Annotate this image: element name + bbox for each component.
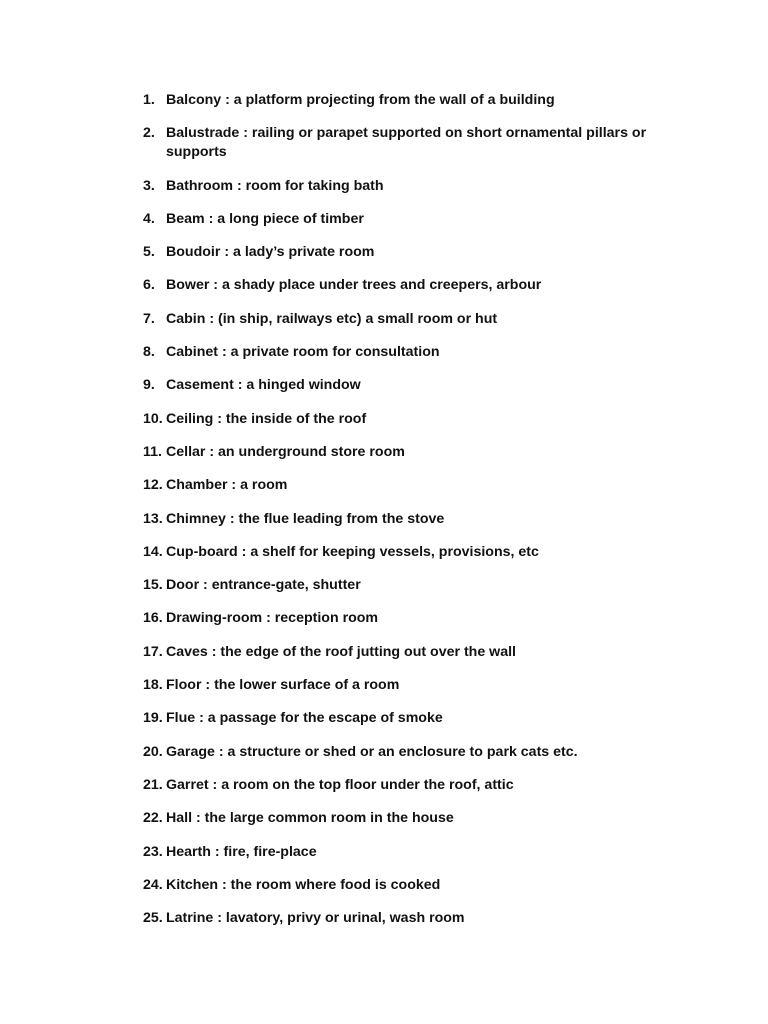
item-text: Casement : a hinged window: [166, 377, 361, 394]
item-number: 20.: [143, 743, 163, 760]
item-text: Garage : a structure or shed or an enclosure to park cats etc.: [166, 743, 578, 760]
item-text: Cup-board : a shelf for keeping vessels, provisions, etc: [166, 543, 539, 560]
list-item: [143, 410, 683, 429]
item-number: 19.: [143, 710, 163, 727]
item-number: 15.: [143, 577, 163, 594]
item-text: Kitchen : the room where food is cooked: [166, 876, 441, 893]
item-text: Cellar : an underground store room: [166, 443, 405, 460]
list-item: [143, 543, 683, 562]
list-item: [143, 676, 683, 695]
item-number: 24.: [143, 876, 163, 893]
item-number: 9.: [143, 377, 155, 394]
item-text: Cabin : (in ship, railways etc) a small room or hut: [166, 310, 498, 327]
list-item: [143, 210, 683, 229]
item-text: Ceiling : the inside of the roof: [166, 410, 367, 427]
list-item: [143, 709, 683, 728]
list-item: [143, 809, 683, 828]
list-item: [143, 776, 683, 795]
list-item: [143, 443, 683, 462]
item-number: 6.: [143, 277, 155, 294]
list-item: [143, 310, 683, 329]
item-text: Bathroom : room for taking bath: [166, 177, 384, 194]
item-number: 23.: [143, 843, 163, 860]
item-number: 2.: [143, 125, 155, 142]
item-number: 18.: [143, 677, 163, 694]
item-number: 10.: [143, 410, 163, 427]
item-number: 3.: [143, 177, 155, 194]
list-item: [143, 643, 683, 662]
item-number: 12.: [143, 477, 163, 494]
item-number: 4.: [143, 210, 155, 227]
list-item: [143, 124, 683, 162]
item-text: Cabinet : a private room for consultation: [166, 344, 440, 361]
item-text: Flue : a passage for the escape of smoke: [166, 710, 443, 727]
list-item: [143, 177, 683, 196]
list-item: [143, 876, 683, 895]
vocabulary-list: [143, 91, 683, 942]
list-item: [143, 343, 683, 362]
list-item: [143, 476, 683, 495]
item-text: Balustrade : railing or parapet supported on short ornamental pillars or supports: [166, 125, 647, 161]
list-item: [143, 909, 683, 928]
item-text: Drawing-room : reception room: [166, 610, 379, 627]
item-text: Chimney : the flue leading from the stove: [166, 510, 445, 527]
item-text: Boudoir : a lady’s private room: [166, 244, 375, 261]
item-text: Hearth : fire, fire-place: [166, 843, 317, 860]
item-number: 22.: [143, 810, 163, 827]
list-item: [143, 376, 683, 395]
item-number: 11.: [143, 443, 162, 460]
item-number: 13.: [143, 510, 163, 527]
list-item: [143, 609, 683, 628]
list-item: [143, 91, 683, 110]
item-text: Caves : the edge of the roof jutting out over the wall: [166, 643, 516, 660]
item-number: 8.: [143, 344, 155, 361]
item-text: Hall : the large common room in the house: [166, 810, 454, 827]
list-item: [143, 743, 683, 762]
item-number: 17.: [143, 643, 163, 660]
item-number: 1.: [143, 92, 155, 108]
item-number: 14.: [143, 543, 163, 560]
list-item: [143, 243, 683, 262]
item-number: 7.: [143, 310, 155, 327]
item-text: Floor : the lower surface of a room: [166, 677, 400, 694]
item-text: Chamber : a room: [166, 477, 288, 494]
item-number: 25.: [143, 910, 163, 927]
list-item: [143, 276, 683, 295]
item-text: Door : entrance-gate, shutter: [166, 577, 361, 594]
item-text: Beam : a long piece of timber: [166, 210, 364, 227]
item-number: 5.: [143, 244, 155, 261]
list-item: [143, 510, 683, 529]
item-number: 21.: [143, 776, 163, 793]
item-number: 16.: [143, 610, 163, 627]
item-text: Bower : a shady place under trees and creepers, arbour: [166, 277, 542, 294]
item-text: Balcony : a platform projecting from the wall of a building: [166, 92, 555, 108]
list-item: [143, 576, 683, 595]
item-text: Garret : a room on the top floor under the roof, attic: [166, 776, 514, 793]
list-item: [143, 843, 683, 862]
item-text: Latrine : lavatory, privy or urinal, wash room: [166, 910, 465, 927]
